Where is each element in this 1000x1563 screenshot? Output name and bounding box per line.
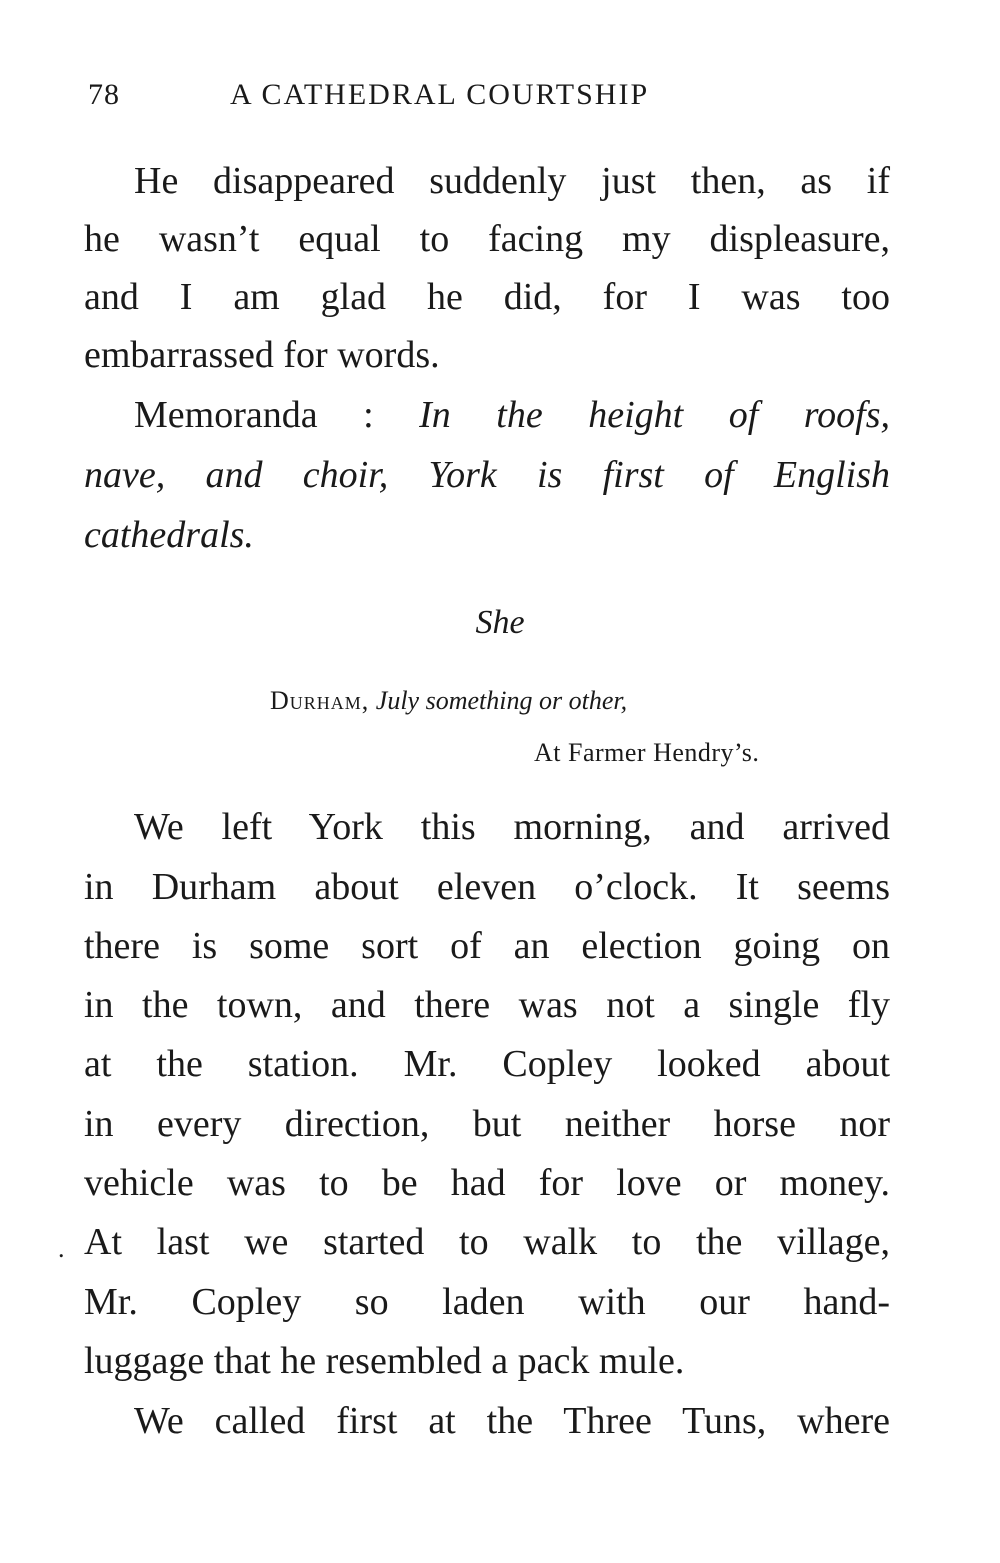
text-line: At last we started to walk to the village, <box>84 1221 890 1263</box>
memoranda-text: In the height of roofs, <box>419 394 890 436</box>
text-line: We left York this morning, and arrived <box>134 806 890 848</box>
text-line: We called first at the Three Tuns, where <box>134 1400 890 1442</box>
text-line: there is some sort of an election going on <box>84 925 890 967</box>
stray-mark: . <box>58 1234 65 1263</box>
memoranda-line: nave, and choir, York is first of English <box>84 454 890 496</box>
text-line: vehicle was to be had for love or money. <box>84 1162 890 1204</box>
memoranda-line: cathedrals. <box>84 514 254 556</box>
running-title: A CATHEDRAL COURTSHIP <box>230 78 650 111</box>
text-line: He disappeared suddenly just then, as if <box>134 160 890 202</box>
section-heading: She <box>475 604 525 641</box>
page-number: 78 <box>88 78 120 111</box>
memoranda-line <box>134 386 890 444</box>
dateline-date: July something or other, <box>369 686 628 715</box>
dateline <box>270 686 627 716</box>
text-line: at the station. Mr. Copley looked about <box>84 1043 890 1085</box>
text-line: Mr. Copley so laden with our hand- <box>84 1281 890 1323</box>
memoranda-label: Memoranda : <box>134 394 420 436</box>
dateline-place: Durham, <box>270 686 370 715</box>
text-line: embarrassed for words. <box>84 334 440 376</box>
dateline-location: At Farmer Hendry’s. <box>534 738 760 767</box>
text-line: and I am glad he did, for I was too <box>84 276 890 318</box>
text-line: in every direction, but neither horse nor <box>84 1103 890 1145</box>
text-line: in Durham about eleven o’clock. It seems <box>84 866 890 908</box>
text-line: he wasn’t equal to facing my displeasure, <box>84 218 890 260</box>
text-line: in the town, and there was not a single fly <box>84 984 890 1026</box>
text-line: luggage that he resembled a pack mule. <box>84 1340 685 1382</box>
